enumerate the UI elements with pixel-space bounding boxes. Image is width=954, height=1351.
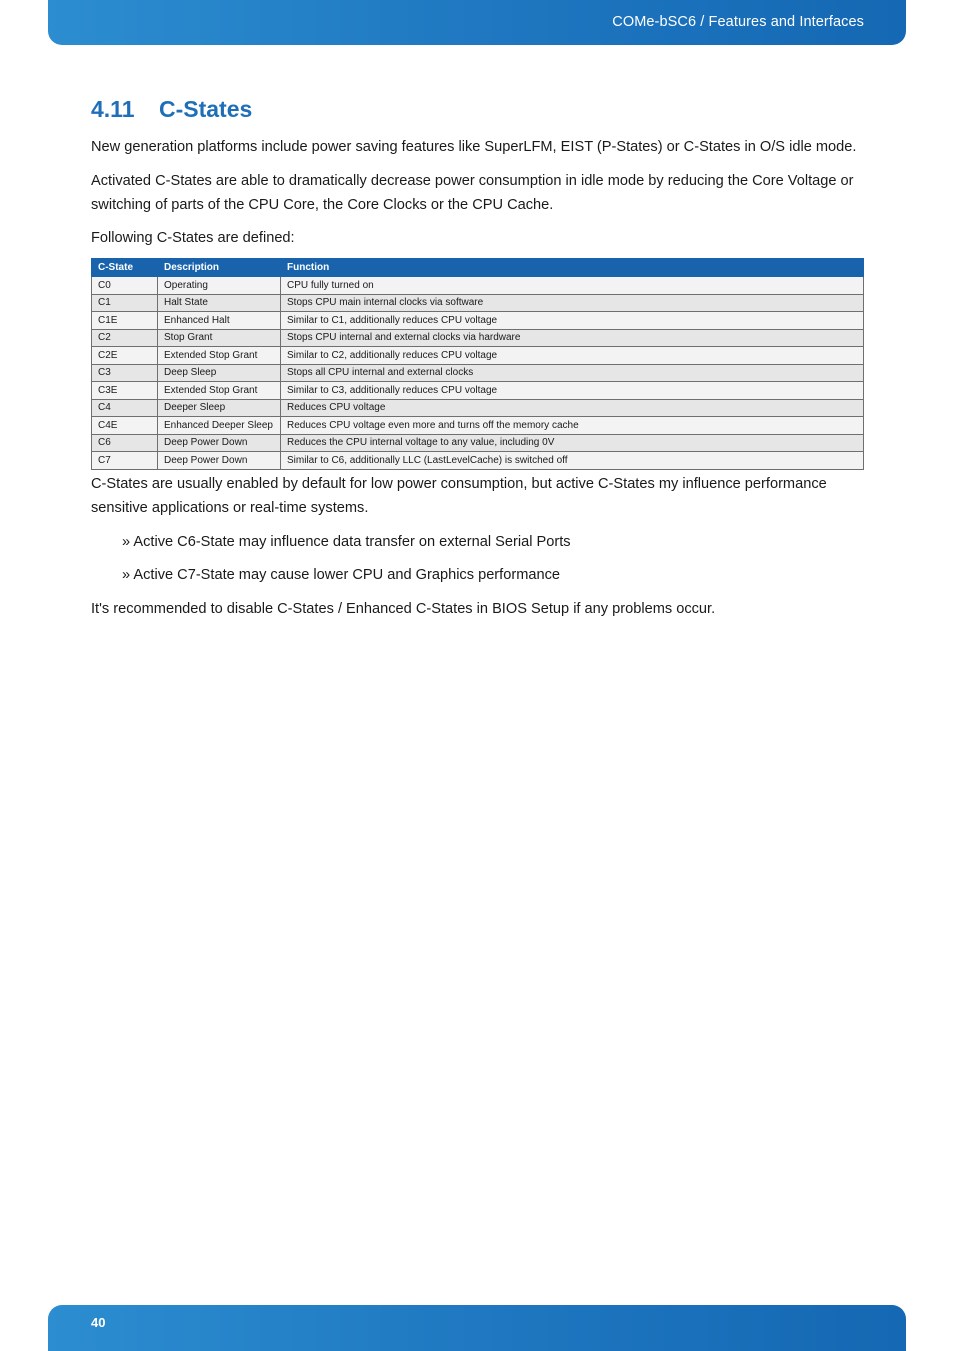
page-header-bar bbox=[48, 0, 906, 45]
page-footer-bar bbox=[48, 1305, 906, 1351]
header-title: COMe-bSC6 / Features and Interfaces bbox=[612, 14, 864, 30]
bullet-c6: » Active C6-State may influence data transfer on external Serial Ports bbox=[122, 533, 571, 550]
table-body bbox=[92, 277, 864, 470]
cell-function: Stops CPU main internal clocks via software bbox=[281, 294, 864, 312]
table-row bbox=[92, 382, 864, 400]
section-title: C-States bbox=[159, 96, 253, 122]
following-paragraph: Following C-States are defined: bbox=[91, 230, 295, 246]
cell-description: Deep Power Down bbox=[158, 434, 281, 452]
usually-paragraph: C-States are usually enabled by default for low power consumption, but active C-States my influence performance sensitive applications or real-time systems. bbox=[91, 475, 827, 516]
table-row bbox=[92, 277, 864, 295]
cell-description: Deep Sleep bbox=[158, 364, 281, 382]
cell-description: Extended Stop Grant bbox=[158, 382, 281, 400]
cell-description: Deep Power Down bbox=[158, 452, 281, 470]
cell-c-state: C0 bbox=[92, 277, 158, 295]
table-row bbox=[92, 434, 864, 452]
cell-c-state: C4E bbox=[92, 417, 158, 435]
cell-description: Enhanced Halt bbox=[158, 312, 281, 330]
cell-description: Halt State bbox=[158, 294, 281, 312]
cell-description: Extended Stop Grant bbox=[158, 347, 281, 365]
cell-function: Stops all CPU internal and external clocks bbox=[281, 364, 864, 382]
c-states-table bbox=[91, 258, 864, 470]
cell-function: Similar to C1, additionally reduces CPU voltage bbox=[281, 312, 864, 330]
cell-description: Deeper Sleep bbox=[158, 399, 281, 417]
page-number: 40 bbox=[91, 1315, 106, 1330]
cell-description: Enhanced Deeper Sleep bbox=[158, 417, 281, 435]
cell-c-state: C3 bbox=[92, 364, 158, 382]
table-row bbox=[92, 312, 864, 330]
cell-function: Similar to C3, additionally reduces CPU voltage bbox=[281, 382, 864, 400]
cell-function: Similar to C2, additionally reduces CPU voltage bbox=[281, 347, 864, 365]
section-heading bbox=[91, 94, 866, 124]
cell-function: CPU fully turned on bbox=[281, 277, 864, 295]
table-row bbox=[92, 417, 864, 435]
cell-c-state: C7 bbox=[92, 452, 158, 470]
cell-c-state: C4 bbox=[92, 399, 158, 417]
cell-c-state: C1 bbox=[92, 294, 158, 312]
cell-function: Reduces the CPU internal voltage to any value, including 0V bbox=[281, 434, 864, 452]
cell-c-state: C3E bbox=[92, 382, 158, 400]
cell-c-state: C2 bbox=[92, 329, 158, 347]
table-row bbox=[92, 452, 864, 470]
cell-description: Stop Grant bbox=[158, 329, 281, 347]
cell-description: Operating bbox=[158, 277, 281, 295]
cell-function: Reduces CPU voltage even more and turns off the memory cache bbox=[281, 417, 864, 435]
table-row bbox=[92, 347, 864, 365]
cell-function: Similar to C6, additionally LLC (LastLevelCache) is switched off bbox=[281, 452, 864, 470]
cell-c-state: C2E bbox=[92, 347, 158, 365]
column-header-c-state: C-State bbox=[92, 259, 158, 277]
table-header-row bbox=[92, 259, 864, 277]
table-row bbox=[92, 399, 864, 417]
cell-c-state: C1E bbox=[92, 312, 158, 330]
cell-function: Stops CPU internal and external clocks via hardware bbox=[281, 329, 864, 347]
table-row bbox=[92, 364, 864, 382]
activated-paragraph: Activated C-States are able to dramatically decrease power consumption in idle mode by reducing the Core Voltage or switching of parts of the CPU Core, the Core Clocks or the CPU Cache. bbox=[91, 173, 854, 213]
page-content bbox=[91, 94, 866, 621]
table-row bbox=[92, 294, 864, 312]
table-row bbox=[92, 329, 864, 347]
recommend-paragraph: It's recommended to disable C-States / Enhanced C-States in BIOS Setup if any problems occur. bbox=[91, 600, 716, 617]
column-header-function: Function bbox=[281, 259, 864, 277]
intro-paragraph: New generation platforms include power saving features like SuperLFM, EIST (P-States) or C-States in O/S idle mode. bbox=[91, 139, 857, 155]
cell-c-state: C6 bbox=[92, 434, 158, 452]
bullet-c7: » Active C7-State may cause lower CPU and Graphics performance bbox=[122, 566, 561, 583]
column-header-description: Description bbox=[158, 259, 281, 277]
cell-function: Reduces CPU voltage bbox=[281, 399, 864, 417]
section-number: 4.11 bbox=[91, 96, 135, 122]
